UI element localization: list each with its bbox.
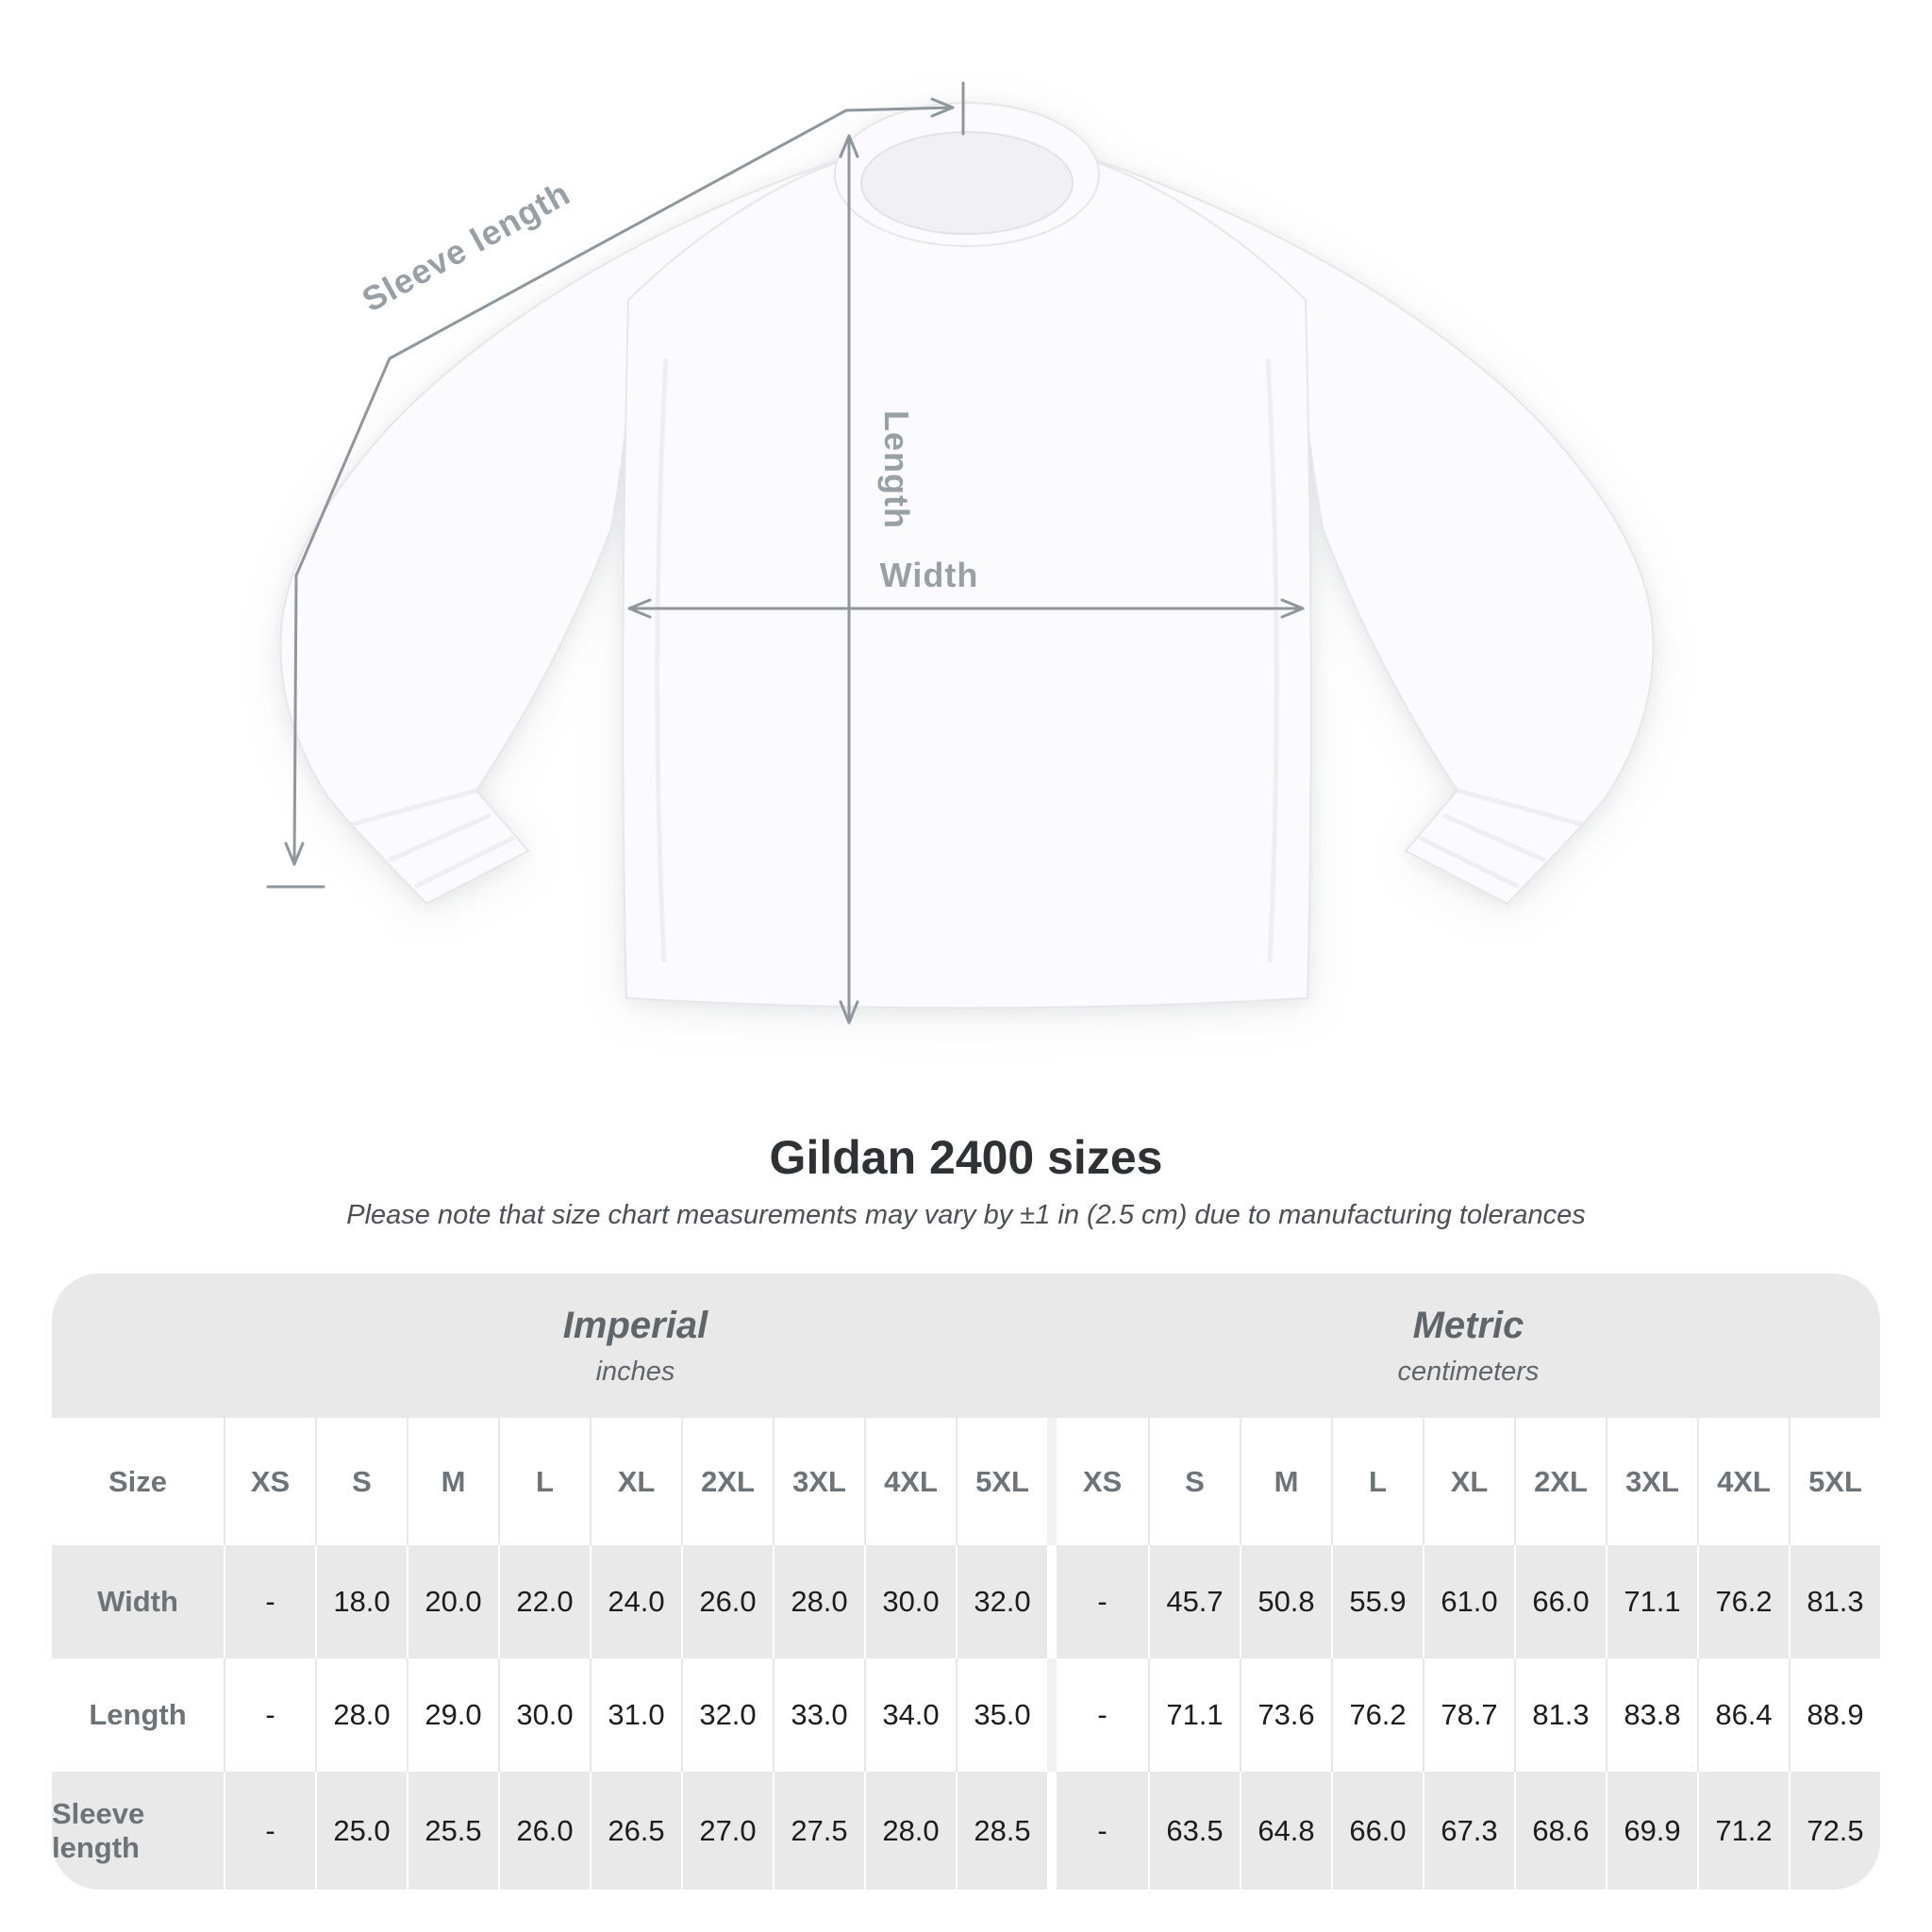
size-value-cell: 68.6 [1514,1772,1606,1890]
size-value-cell: - [1097,1698,1108,1731]
size-value-cell: 69.9 [1606,1772,1697,1890]
column-header-cell: XS [1082,1464,1123,1498]
column-header-cell: 3XL [773,1418,864,1545]
size-value-cell: 26.0 [681,1545,773,1658]
size-value-cell: 76.2 [1331,1658,1423,1772]
column-header-cell: 4XL [864,1418,956,1545]
size-value-cell: 28.5 [956,1772,1047,1890]
metric-title: Metric [1412,1304,1524,1346]
group-divider [1047,1772,1057,1890]
sleeve-length-label: Sleeve length [355,173,577,320]
size-value-cell: 32.0 [681,1658,773,1772]
metric-unit: centimeters [1397,1356,1540,1387]
size-value-cell: 66.0 [1514,1545,1606,1658]
size-value-cell: 35.0 [956,1658,1047,1772]
column-header-cell: XL [590,1418,681,1545]
column-header-cell: XS [224,1418,315,1545]
column-header-cell: S [315,1418,407,1545]
column-header-cell: 4XL [1697,1418,1789,1545]
size-value-cell: 66.0 [1331,1772,1423,1890]
size-value-cell: 32.0 [956,1545,1047,1658]
size-value-cell: 33.0 [773,1658,864,1772]
size-value-cell: - [224,1658,315,1772]
size-value-cell: 67.3 [1423,1772,1514,1890]
size-value-cell: 27.5 [773,1772,864,1890]
imperial-band [224,1274,1047,1418]
size-value-cell: - [224,1772,315,1890]
unit-band-corner [52,1274,224,1418]
size-value-cell: - [1097,1585,1108,1618]
size-value-cell: 63.5 [1148,1772,1240,1890]
size-value-cell: 18.0 [315,1545,407,1658]
column-header-cell: L [498,1418,590,1545]
group-divider [1047,1418,1057,1545]
size-value-cell: 30.0 [864,1545,956,1658]
size-value-cell: 88.9 [1789,1658,1880,1772]
size-value-cell: - [1097,1813,1108,1847]
imperial-unit: inches [595,1356,675,1387]
size-value-cell: 28.0 [864,1772,956,1890]
table-row-length [52,1658,1880,1772]
unit-band-row [52,1274,1880,1418]
size-value-cell: 50.8 [1240,1545,1331,1658]
size-value-cell: 24.0 [590,1545,681,1658]
size-value-cell: 28.0 [315,1658,407,1772]
size-value-cell: 71.1 [1148,1658,1240,1772]
column-header-cell: M [1240,1418,1331,1545]
column-header-cell: L [1331,1418,1423,1545]
row-label-cell: Sleeve length [52,1796,145,1864]
size-value-cell: 45.7 [1148,1545,1240,1658]
metric-band [1057,1274,1880,1418]
length-label: Length [877,410,916,529]
size-value-cell: 81.3 [1789,1545,1880,1658]
size-value-cell: 26.5 [590,1772,681,1890]
size-value-cell: 72.5 [1789,1772,1880,1890]
column-header-cell: 3XL [1606,1418,1697,1545]
column-header-cell: M [407,1418,498,1545]
size-value-cell: 86.4 [1697,1658,1789,1772]
row-label-cell: Length [89,1698,187,1731]
page-title: Gildan 2400 sizes [769,1131,1163,1184]
page-subtitle: Please note that size chart measurements may vary by ±1 in (2.5 cm) due to manufacturing tolerances [346,1200,1586,1230]
group-divider [1047,1658,1057,1772]
column-header-cell: 5XL [956,1418,1047,1545]
column-header-cell: S [1148,1418,1240,1545]
size-value-cell: 81.3 [1514,1658,1606,1772]
size-value-cell: 25.5 [407,1772,498,1890]
size-value-cell: 71.1 [1606,1545,1697,1658]
size-value-cell: 78.7 [1423,1658,1514,1772]
size-value-cell: 27.0 [681,1772,773,1890]
size-value-cell: 61.0 [1423,1545,1514,1658]
column-header-cell: 2XL [1514,1418,1606,1545]
size-value-cell: 28.0 [773,1545,864,1658]
size-value-cell: 76.2 [1697,1545,1789,1658]
column-header-cell: 2XL [681,1418,773,1545]
size-value-cell: 34.0 [864,1658,956,1772]
size-value-cell: 64.8 [1240,1772,1331,1890]
width-label: Width [879,556,979,594]
heading-block [0,1130,1932,1231]
row-label-cell: Width [97,1585,178,1618]
size-value-cell: 25.0 [315,1772,407,1890]
size-value-cell: 29.0 [407,1658,498,1772]
group-divider [1047,1545,1057,1658]
size-value-cell: 73.6 [1240,1658,1331,1772]
size-value-cell: 20.0 [407,1545,498,1658]
size-value-cell: 26.0 [498,1772,590,1890]
imperial-title: Imperial [562,1304,708,1346]
table-row-sleeve-length [52,1772,1880,1890]
column-header-cell: XL [1423,1418,1514,1545]
size-value-cell: - [224,1545,315,1658]
size-value-cell: 22.0 [498,1545,590,1658]
column-header-cell: 5XL [1789,1418,1880,1545]
size-header-cell: Size [108,1464,168,1498]
unit-band-divider [1047,1274,1057,1418]
size-value-cell: 30.0 [498,1658,590,1772]
size-value-cell: 83.8 [1606,1658,1697,1772]
size-value-cell: 31.0 [590,1658,681,1772]
size-value-cell: 71.2 [1697,1772,1789,1890]
size-value-cell: 55.9 [1331,1545,1423,1658]
table-row-width [52,1545,1880,1658]
collar-neck-opening [861,132,1073,234]
size-header-row [52,1418,1880,1545]
size-table [52,1274,1880,1890]
